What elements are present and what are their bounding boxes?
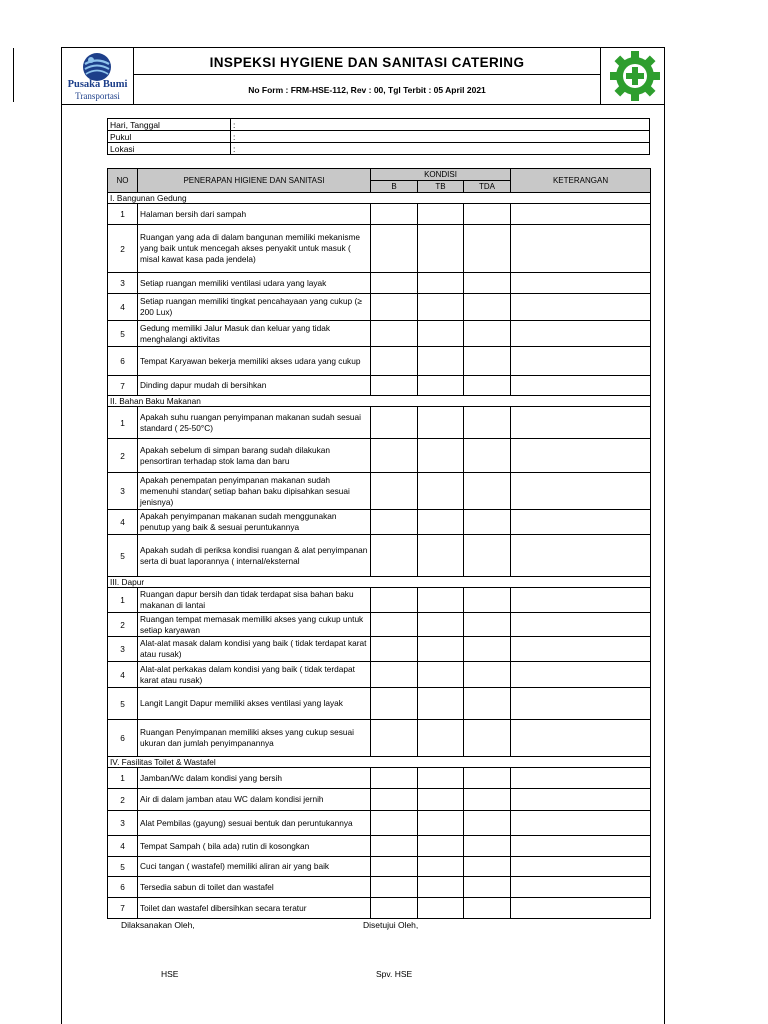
condition-b-cell[interactable]	[371, 407, 418, 439]
condition-tb-cell[interactable]	[418, 720, 464, 757]
logo-subtitle: Transportasi	[75, 91, 120, 101]
row-number: 6	[108, 877, 138, 898]
condition-tda-cell[interactable]	[464, 588, 511, 613]
condition-tda-cell[interactable]	[464, 688, 511, 720]
condition-tda-cell[interactable]	[464, 407, 511, 439]
keterangan-cell[interactable]	[511, 662, 651, 688]
row-number: 6	[108, 720, 138, 757]
condition-tda-cell[interactable]	[464, 662, 511, 688]
condition-tda-cell[interactable]	[464, 720, 511, 757]
info-label-location: Lokasi	[108, 143, 231, 155]
condition-tda-cell[interactable]	[464, 439, 511, 473]
row-item-text: Ruangan tempat memasak memiliki akses yang cukup untuk setiap karyawan	[138, 613, 371, 637]
condition-b-cell[interactable]	[371, 376, 418, 396]
row-number: 2	[108, 439, 138, 473]
condition-b-cell[interactable]	[371, 473, 418, 510]
row-number: 3	[108, 637, 138, 662]
section-row	[108, 757, 651, 768]
condition-b-cell[interactable]	[371, 662, 418, 688]
condition-b-cell[interactable]	[371, 836, 418, 857]
row-item-text: Langit Langit Dapur memiliki akses ventilasi yang layak	[138, 688, 371, 720]
row-item-text: Ruangan dapur bersih dan tidak terdapat sisa bahan baku makanan di lantai	[138, 588, 371, 613]
section-row	[108, 193, 651, 204]
form-number: No Form : FRM-HSE-112, Rev : 00, Tgl Terbit : 05 April 2021	[248, 85, 486, 95]
condition-b-cell[interactable]	[371, 439, 418, 473]
section-title: I. Bangunan Gedung	[108, 193, 651, 204]
row-number: 7	[108, 898, 138, 919]
keterangan-cell[interactable]	[511, 637, 651, 662]
condition-tda-cell[interactable]	[464, 877, 511, 898]
info-row	[108, 119, 650, 131]
globe-logo-icon	[82, 52, 112, 82]
condition-b-cell[interactable]	[371, 588, 418, 613]
keterangan-cell[interactable]	[511, 321, 651, 347]
condition-tb-cell[interactable]	[418, 473, 464, 510]
keterangan-cell[interactable]	[511, 811, 651, 836]
form-header	[61, 47, 665, 105]
keterangan-cell[interactable]	[511, 877, 651, 898]
row-item-text: Apakah sebelum di simpan barang sudah dilakukan pensortiran terhadap stok lama dan baru	[138, 439, 371, 473]
condition-tda-cell[interactable]	[464, 836, 511, 857]
row-item-text: Tersedia sabun di toilet dan wastafel	[138, 877, 371, 898]
keterangan-cell[interactable]	[511, 473, 651, 510]
condition-tda-cell[interactable]	[464, 473, 511, 510]
keterangan-cell[interactable]	[511, 273, 651, 294]
row-number: 3	[108, 811, 138, 836]
condition-tda-cell[interactable]	[464, 898, 511, 919]
table-row	[108, 720, 651, 757]
safety-gear-icon	[609, 50, 661, 102]
condition-b-cell[interactable]	[371, 811, 418, 836]
condition-tb-cell[interactable]	[418, 688, 464, 720]
table-row	[108, 294, 651, 321]
condition-tb-cell[interactable]	[418, 439, 464, 473]
row-number: 5	[108, 688, 138, 720]
condition-tb-cell[interactable]	[418, 407, 464, 439]
condition-tda-cell[interactable]	[464, 768, 511, 789]
condition-b-cell[interactable]	[371, 225, 418, 273]
condition-tb-cell[interactable]	[418, 347, 464, 376]
condition-tb-cell[interactable]	[418, 321, 464, 347]
approved-by-label: Disetujui Oleh,	[363, 920, 419, 930]
row-number: 6	[108, 347, 138, 376]
row-item-text: Alat Pembilas (gayung) sesuai bentuk dan peruntukannya	[138, 811, 371, 836]
condition-b-cell[interactable]	[371, 768, 418, 789]
condition-b-cell[interactable]	[371, 273, 418, 294]
condition-tb-cell[interactable]	[418, 857, 464, 877]
section-row	[108, 577, 651, 588]
condition-tda-cell[interactable]	[464, 637, 511, 662]
table-body	[108, 193, 651, 919]
table-row	[108, 898, 651, 919]
condition-tda-cell[interactable]	[464, 613, 511, 637]
row-item-text: Ruangan Penyimpanan memiliki akses yang cukup sesuai ukuran dan jumlah penyimpanannya	[138, 720, 371, 757]
condition-tb-cell[interactable]	[418, 535, 464, 577]
table-row	[108, 613, 651, 637]
form-title: INSPEKSI HYGIENE DAN SANITASI CATERING	[209, 55, 525, 70]
inspection-table	[107, 168, 651, 919]
table-row	[108, 204, 651, 225]
keterangan-cell[interactable]	[511, 535, 651, 577]
col-b-header: B	[371, 181, 418, 193]
row-number: 1	[108, 407, 138, 439]
row-item-text: Jamban/Wc dalam kondisi yang bersih	[138, 768, 371, 789]
condition-tda-cell[interactable]	[464, 225, 511, 273]
condition-tb-cell[interactable]	[418, 662, 464, 688]
col-kondisi-header: KONDISI	[371, 169, 511, 181]
row-item-text: Tempat Karyawan bekerja memiliki akses udara yang cukup	[138, 347, 371, 376]
keterangan-cell[interactable]	[511, 510, 651, 535]
condition-tb-cell[interactable]	[418, 204, 464, 225]
condition-tda-cell[interactable]	[464, 811, 511, 836]
table-row	[108, 473, 651, 510]
keterangan-cell[interactable]	[511, 768, 651, 789]
condition-b-cell[interactable]	[371, 688, 418, 720]
row-item-text: Tempat Sampah ( bila ada) rutin di kosongkan	[138, 836, 371, 857]
table-row	[108, 836, 651, 857]
table-row	[108, 768, 651, 789]
table-row	[108, 535, 651, 577]
title-cell	[134, 47, 601, 105]
table-row	[108, 811, 651, 836]
condition-tda-cell[interactable]	[464, 321, 511, 347]
condition-tb-cell[interactable]	[418, 637, 464, 662]
condition-b-cell[interactable]	[371, 535, 418, 577]
row-number: 2	[108, 613, 138, 637]
row-number: 4	[108, 510, 138, 535]
row-item-text: Apakah penempatan penyimpanan makanan sudah memenuhi standar( setiap bahan baku dipisahkan sesuai jenisnya)	[138, 473, 371, 510]
condition-b-cell[interactable]	[371, 789, 418, 811]
row-number: 1	[108, 204, 138, 225]
keterangan-cell[interactable]	[511, 407, 651, 439]
table-header-row	[108, 169, 651, 181]
row-number: 1	[108, 588, 138, 613]
col-item-header: PENERAPAN HIGIENE DAN SANITASI	[138, 169, 371, 193]
row-item-text: Toilet dan wastafel dibersihkan secara teratur	[138, 898, 371, 919]
executed-by-role: HSE	[161, 969, 179, 979]
condition-tda-cell[interactable]	[464, 789, 511, 811]
condition-b-cell[interactable]	[371, 898, 418, 919]
keterangan-cell[interactable]	[511, 688, 651, 720]
condition-tb-cell[interactable]	[418, 877, 464, 898]
keterangan-cell[interactable]	[511, 439, 651, 473]
row-number: 2	[108, 225, 138, 273]
condition-tda-cell[interactable]	[464, 347, 511, 376]
table-row	[108, 637, 651, 662]
info-value-time[interactable]: :	[231, 131, 650, 143]
logo-name: Pusaka Bumi	[67, 79, 128, 90]
condition-tb-cell[interactable]	[418, 768, 464, 789]
info-table	[107, 118, 650, 155]
row-item-text: Dinding dapur mudah di bersihkan	[138, 376, 371, 396]
condition-tb-cell[interactable]	[418, 376, 464, 396]
row-number: 4	[108, 294, 138, 321]
condition-b-cell[interactable]	[371, 857, 418, 877]
condition-b-cell[interactable]	[371, 294, 418, 321]
row-number: 7	[108, 376, 138, 396]
keterangan-cell[interactable]	[511, 347, 651, 376]
keterangan-cell[interactable]	[511, 898, 651, 919]
condition-tb-cell[interactable]	[418, 294, 464, 321]
keterangan-cell[interactable]	[511, 613, 651, 637]
table-row	[108, 225, 651, 273]
keterangan-cell[interactable]	[511, 204, 651, 225]
title-divider	[134, 74, 600, 75]
condition-b-cell[interactable]	[371, 204, 418, 225]
row-number: 2	[108, 789, 138, 811]
table-row	[108, 376, 651, 396]
condition-b-cell[interactable]	[371, 347, 418, 376]
info-value-date[interactable]: :	[231, 119, 650, 131]
table-row	[108, 857, 651, 877]
info-row	[108, 131, 650, 143]
condition-tb-cell[interactable]	[418, 613, 464, 637]
condition-b-cell[interactable]	[371, 637, 418, 662]
keterangan-cell[interactable]	[511, 720, 651, 757]
section-title: III. Dapur	[108, 577, 651, 588]
section-row	[108, 396, 651, 407]
col-tb-header: TB	[418, 181, 464, 193]
table-row	[108, 877, 651, 898]
condition-tb-cell[interactable]	[418, 811, 464, 836]
keterangan-cell[interactable]	[511, 789, 651, 811]
row-number: 3	[108, 473, 138, 510]
keterangan-cell[interactable]	[511, 588, 651, 613]
condition-tb-cell[interactable]	[418, 898, 464, 919]
condition-tb-cell[interactable]	[418, 789, 464, 811]
table-row	[108, 588, 651, 613]
row-number: 5	[108, 535, 138, 577]
keterangan-cell[interactable]	[511, 857, 651, 877]
table-row	[108, 347, 651, 376]
row-item-text: Setiap ruangan memiliki ventilasi udara yang layak	[138, 273, 371, 294]
row-item-text: Apakah suhu ruangan penyimpanan makanan sudah sesuai standard ( 25-50°C)	[138, 407, 371, 439]
condition-tda-cell[interactable]	[464, 510, 511, 535]
row-item-text: Apakah sudah di periksa kondisi ruangan & alat penyimpanan serta di buat laporannya ( internal/eksternal	[138, 535, 371, 577]
info-row	[108, 143, 650, 155]
condition-tb-cell[interactable]	[418, 836, 464, 857]
table-row	[108, 321, 651, 347]
condition-tb-cell[interactable]	[418, 225, 464, 273]
col-tda-header: TDA	[464, 181, 511, 193]
row-item-text: Apakah penyimpanan makanan sudah menggunakan penutup yang baik & sesuai peruntukannya	[138, 510, 371, 535]
section-title: IV. Fasilitas Toilet & Wastafel	[108, 757, 651, 768]
condition-tda-cell[interactable]	[464, 273, 511, 294]
row-item-text: Alat-alat masak dalam kondisi yang baik ( tidak terdapat karat atau rusak)	[138, 637, 371, 662]
table-row	[108, 439, 651, 473]
table-row	[108, 407, 651, 439]
keterangan-cell[interactable]	[511, 836, 651, 857]
row-number: 5	[108, 857, 138, 877]
info-label-time: Pukul	[108, 131, 231, 143]
safety-logo-cell	[601, 47, 665, 105]
condition-tda-cell[interactable]	[464, 294, 511, 321]
executed-by-label: Dilaksanakan Oleh,	[121, 920, 195, 930]
table-row	[108, 273, 651, 294]
row-item-text: Setiap ruangan memiliki tingkat pencahayaan yang cukup (≥ 200 Lux)	[138, 294, 371, 321]
condition-tda-cell[interactable]	[464, 204, 511, 225]
info-value-location[interactable]: :	[231, 143, 650, 155]
row-number: 5	[108, 321, 138, 347]
table-row	[108, 510, 651, 535]
col-keterangan-header: KETERANGAN	[511, 169, 651, 193]
row-item-text: Cuci tangan ( wastafel) memiliki aliran air yang baik	[138, 857, 371, 877]
section-title: II. Bahan Baku Makanan	[108, 396, 651, 407]
row-item-text: Gedung memiliki Jalur Masuk dan keluar yang tidak menghalangi aktivitas	[138, 321, 371, 347]
condition-tda-cell[interactable]	[464, 857, 511, 877]
condition-tda-cell[interactable]	[464, 535, 511, 577]
condition-tb-cell[interactable]	[418, 510, 464, 535]
keterangan-cell[interactable]	[511, 294, 651, 321]
condition-b-cell[interactable]	[371, 720, 418, 757]
header-divider	[61, 104, 665, 105]
row-item-text: Alat-alat perkakas dalam kondisi yang baik ( tidak terdapat karat atau rusak)	[138, 662, 371, 688]
table-row	[108, 789, 651, 811]
condition-b-cell[interactable]	[371, 877, 418, 898]
company-logo	[61, 47, 134, 104]
row-item-text: Ruangan yang ada di dalam bangunan memiliki mekanisme yang baik untuk mencegah akses penyakit untuk masuk ( misal kawat kasa pada jendela)	[138, 225, 371, 273]
condition-b-cell[interactable]	[371, 321, 418, 347]
row-number: 4	[108, 662, 138, 688]
margin-line	[13, 48, 14, 102]
keterangan-cell[interactable]	[511, 225, 651, 273]
info-label-date: Hari, Tanggal	[108, 119, 231, 131]
row-number: 4	[108, 836, 138, 857]
table-row	[108, 662, 651, 688]
row-number: 1	[108, 768, 138, 789]
condition-b-cell[interactable]	[371, 510, 418, 535]
condition-tda-cell[interactable]	[464, 376, 511, 396]
table-row	[108, 688, 651, 720]
row-item-text: Halaman bersih dari sampah	[138, 204, 371, 225]
condition-tb-cell[interactable]	[418, 273, 464, 294]
condition-b-cell[interactable]	[371, 613, 418, 637]
row-item-text: Air di dalam jamban atau WC dalam kondisi jernih	[138, 789, 371, 811]
col-no-header: NO	[108, 169, 138, 193]
keterangan-cell[interactable]	[511, 376, 651, 396]
approved-by-role: Spv. HSE	[376, 969, 413, 979]
row-number: 3	[108, 273, 138, 294]
condition-tb-cell[interactable]	[418, 588, 464, 613]
